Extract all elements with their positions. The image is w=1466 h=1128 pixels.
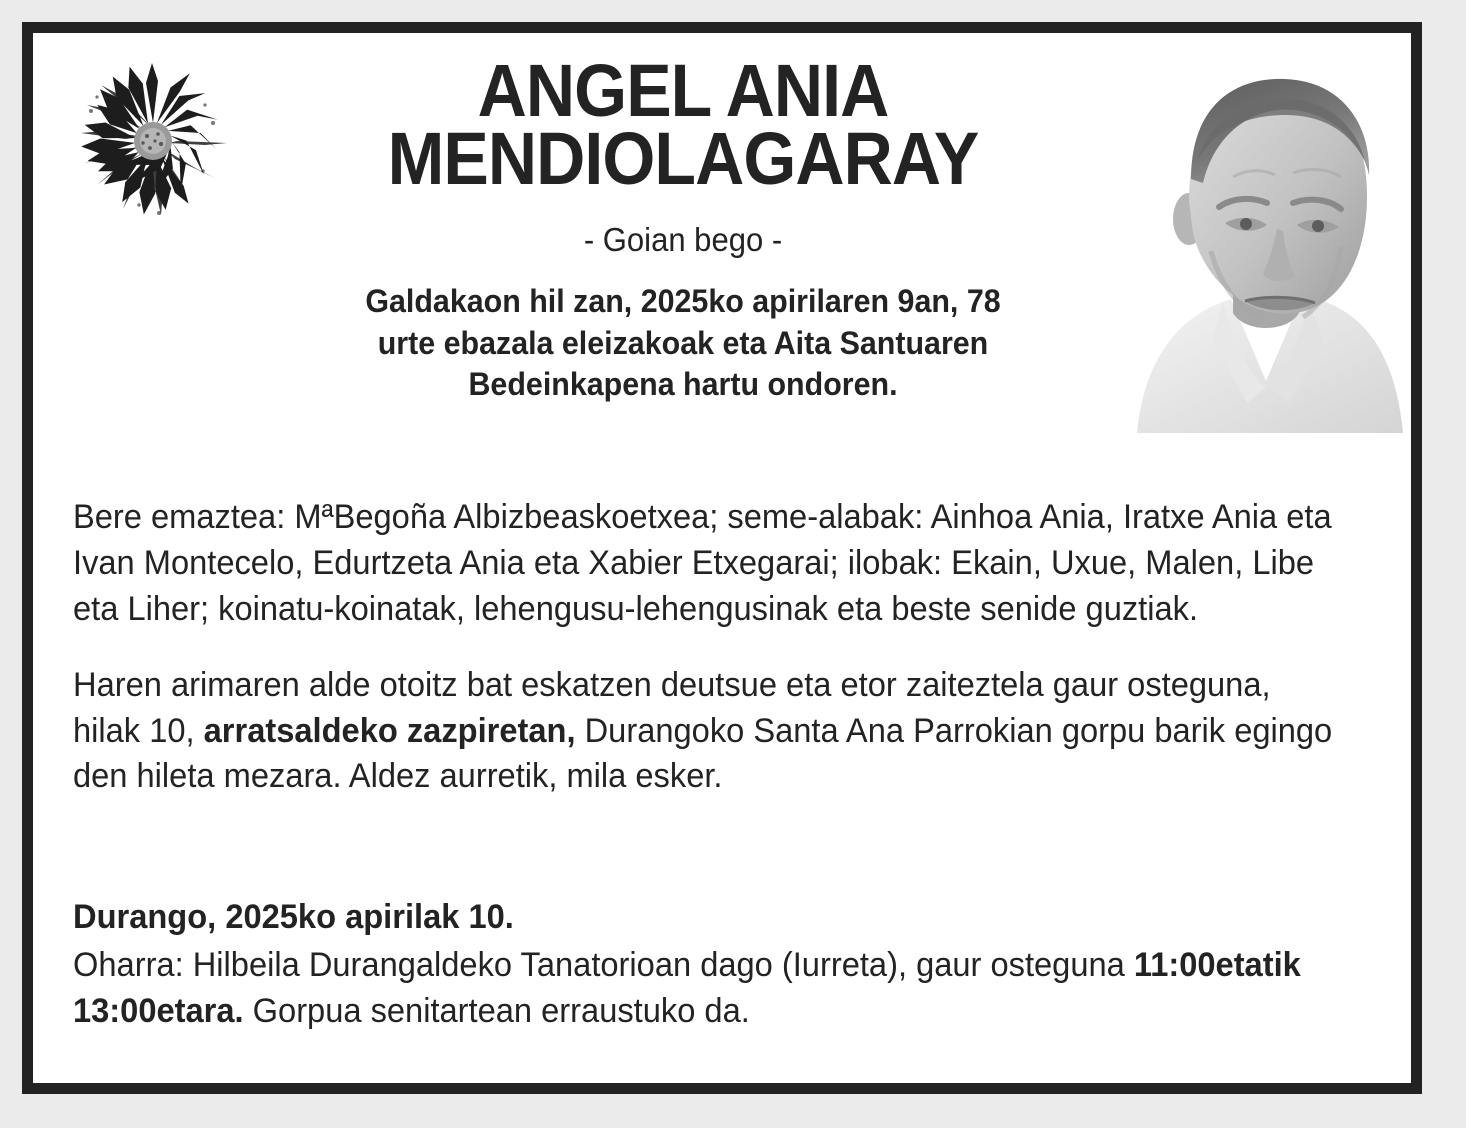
wake-hours-bold: 11:00etatik 13:00etara. (73, 946, 1310, 1031)
notice-inner-area (33, 33, 1411, 1083)
mass-paragraph-part-2: Durangoko Santa Ana Parrokian gorpu barik egingo den hileta mezara. Aldez aurretik, mila esker. (73, 711, 1342, 796)
family-paragraph: Bere emaztea: MªBegoña Albizbeaskoetxea; seme-alabak: Ainhoa Ania, Iratxe Ania eta Ivan Montecelo, Edurtzeta Ania eta Xabier Etxegarai; ilobak: Ekain, Uxue, Malen, Libe eta Liher; koinatu-koinatak, lehengusu-lehengusinak eta beste senide guztiak. (73, 498, 1341, 628)
wake-note (73, 943, 1340, 1035)
obituary-notice-card (22, 22, 1422, 1094)
death-statement (270, 281, 1097, 406)
wake-note-part-1: Oharra: Hilbeila Durangaldeko Tanatorioan dago (Iurreta), gaur osteguna (73, 946, 1134, 985)
body-block (73, 495, 1393, 830)
mass-time-bold: arratsaldeko zazpiretan, (203, 711, 576, 750)
closing-date: Durango, 2025ko apirilak 10. (73, 898, 514, 936)
wake-note-part-2: Gorpua senitartean erraustuko da. (243, 992, 750, 1031)
death-statement-line-3: Bedeinkapena hartu ondoren. (468, 366, 898, 403)
deceased-portrait-photo (1127, 51, 1405, 433)
closing-block (73, 895, 1393, 1035)
eguzkilore-flower-icon (63, 53, 243, 228)
mass-paragraph-part-1: Haren arimaren alde otoitz bat eskatzen deutsue eta etor zaiteztela gaur osteguna, hilak 10, (73, 665, 1280, 750)
death-statement-line-1: Galdakaon hil zan, 2025ko apirilaren 9an, 78 (365, 283, 1001, 320)
deceased-name-line-1: ANGEL ANIA (477, 49, 889, 132)
deceased-name-line-2: MENDIOLAGARAY (387, 117, 979, 201)
death-statement-line-2: urte ebazala eleizakoak eta Aita Santuaren (377, 324, 989, 361)
mass-paragraph (73, 663, 1340, 801)
heading-block (248, 49, 1118, 406)
page-title (283, 49, 1083, 201)
rest-in-peace-line: - Goian bego - (583, 221, 783, 259)
